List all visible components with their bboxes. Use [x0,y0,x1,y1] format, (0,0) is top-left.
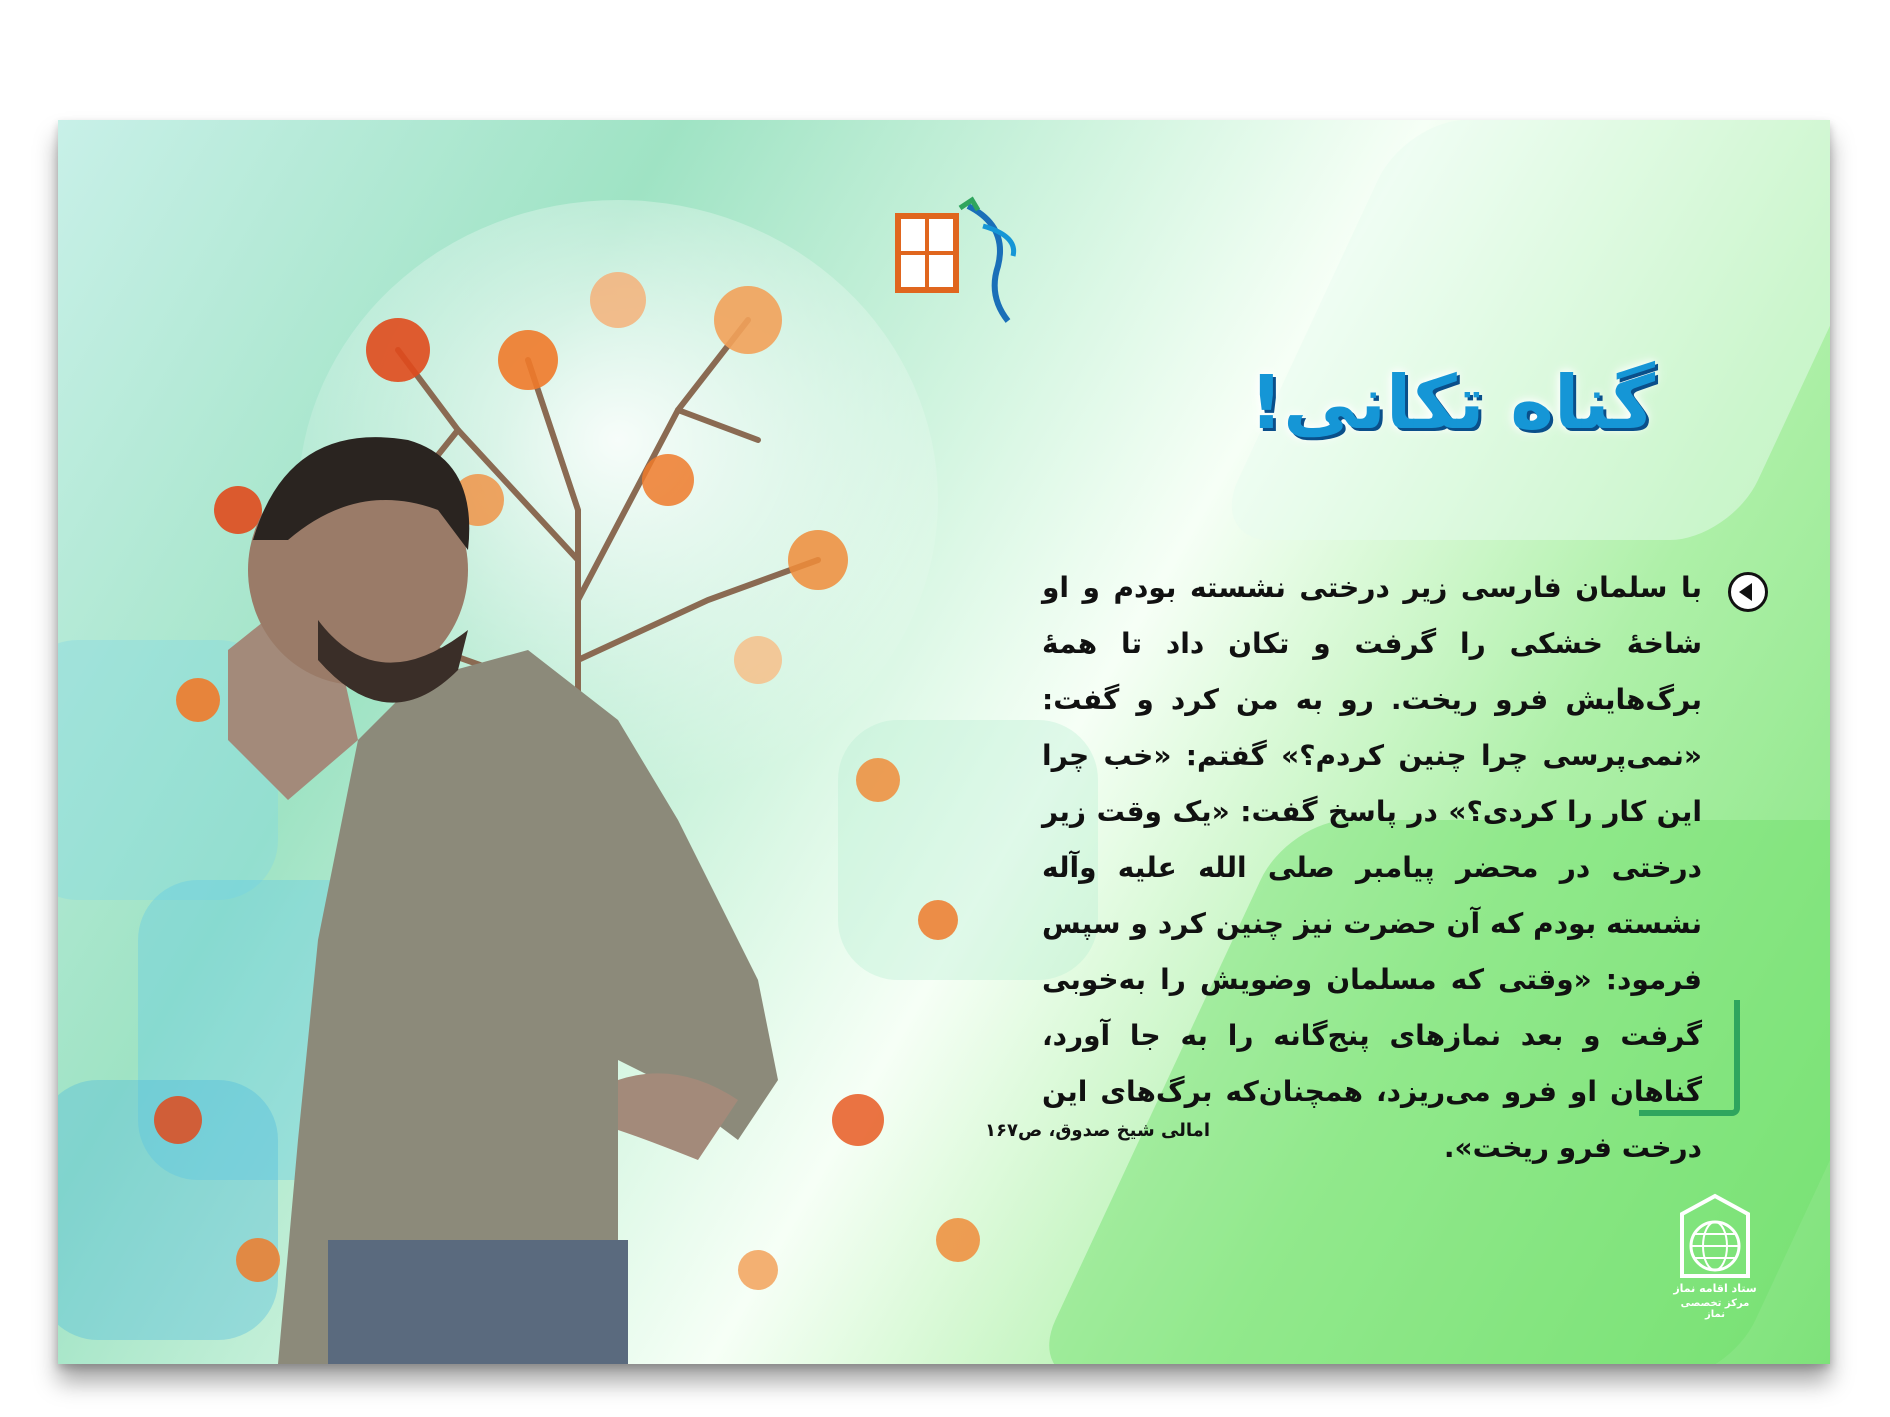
arrow-left-icon [1739,583,1752,601]
calligraphy-window-logo [888,196,1038,326]
poster-title: گناه تکانی! [1249,360,1655,446]
logo-org-subtitle: مرکز تخصصی نماز [1680,1298,1750,1320]
man-shaking-off-leaves-image [58,180,1058,1364]
left-arrow-circle-icon [1728,572,1768,612]
decorative-bracket [1639,1000,1740,1116]
bg-light-panel [1210,120,1830,540]
source-citation: امالی شیخ صدوق، ص۱۶۷ [985,1120,1210,1141]
kaaba-globe-logo [1670,1190,1760,1320]
globe-icon [1670,1190,1760,1282]
poster [58,120,1830,1364]
logo-org-name: ستاد اقامه نماز [1673,1282,1757,1295]
story-text: با سلمان فارسی زیر درختی نشسته بودم و او شاخهٔ خشکی را گرفت و تکان داد تا همهٔ برگ‌هایش فرو ریخت. رو به من کرد و گفت: «نمی‌پرسی چرا چنین کردم؟» گفتم: «خب چرا این کار را کردی؟» در پاسخ گفت: «یک وقت زیر درختی در محضر پیامبر صلی الله علیه وآله نشسته بودم که آن حضرت نیز چنین کرد و سپس فرمود: «وقتی که مسلمان وضویش را به‌خوبی گرفت و بعد نمازهای پنج‌گانه را به جا آورد، گناهان او فرو می‌ریزد، همچنان‌که برگ‌های این درخت فرو ریخت». [1042,571,1702,1164]
